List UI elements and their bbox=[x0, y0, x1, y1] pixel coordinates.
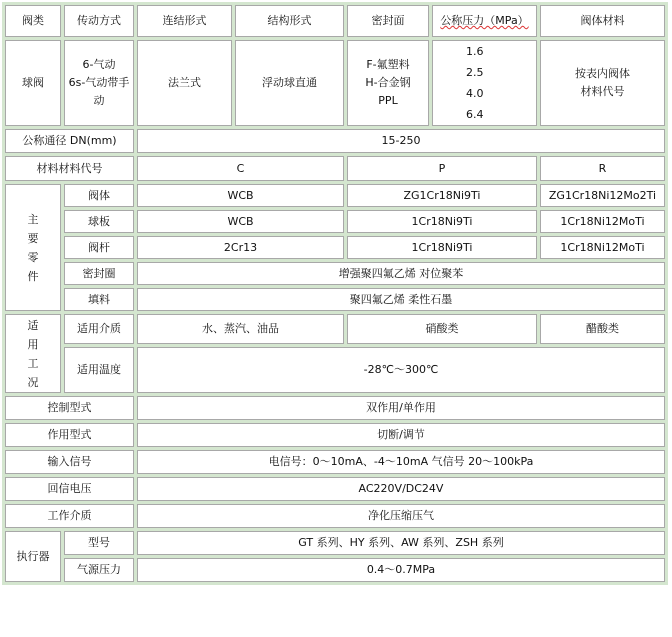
drive-cell bbox=[64, 40, 134, 126]
temperature-value: -28℃～300℃ bbox=[137, 347, 665, 393]
material-code-row bbox=[5, 156, 665, 181]
part-value-c: 2Cr13 bbox=[137, 236, 344, 259]
air-pressure-label: 气源压力 bbox=[64, 558, 134, 582]
air-pressure-value: 0.4～0.7MPa bbox=[137, 558, 665, 582]
part-name: 球板 bbox=[64, 210, 134, 233]
parts-row bbox=[5, 236, 665, 259]
part-value-p: ZG1Cr18Ni9Ti bbox=[347, 184, 537, 207]
control-type-label: 控制型式 bbox=[5, 396, 134, 420]
pressure-cell bbox=[432, 40, 537, 126]
part-value-all: 聚四氟乙烯 柔性石墨 bbox=[137, 288, 665, 311]
valve-spec-table bbox=[2, 2, 668, 585]
media-value-p: 硝酸类 bbox=[347, 314, 537, 344]
seal-line: PPL bbox=[378, 94, 398, 107]
seal-line: H-合金钢 bbox=[365, 76, 411, 89]
pressure-value: 2.5 bbox=[466, 66, 484, 79]
actuator-group: 执行器 bbox=[5, 531, 61, 582]
parts-row bbox=[5, 184, 665, 207]
actuator-model-value: GT 系列、HY 系列、AW 系列、ZSH 系列 bbox=[137, 531, 665, 555]
media-row bbox=[5, 314, 665, 344]
part-value-c: WCB bbox=[137, 210, 344, 233]
input-signal-label: 输入信号 bbox=[5, 450, 134, 474]
control-type-row bbox=[5, 396, 665, 420]
part-name: 填料 bbox=[64, 288, 134, 311]
media-label: 适用介质 bbox=[64, 314, 134, 344]
conditions-group-label: 适用工况 bbox=[27, 318, 39, 389]
feedback-voltage-value: AC220V/DC24V bbox=[137, 477, 665, 501]
model-row bbox=[5, 40, 665, 126]
part-value-p: 1Cr18Ni9Ti bbox=[347, 236, 537, 259]
part-value-c: WCB bbox=[137, 184, 344, 207]
header-body-material: 阀体材料 bbox=[540, 5, 665, 37]
main-parts-group bbox=[5, 184, 61, 311]
header-pressure-label: 公称压力（MPa） bbox=[440, 14, 529, 27]
header-seal: 密封面 bbox=[347, 5, 429, 37]
parts-row bbox=[5, 262, 665, 285]
part-name: 密封圈 bbox=[64, 262, 134, 285]
actuator-model-label: 型号 bbox=[64, 531, 134, 555]
header-connection: 连结形式 bbox=[137, 5, 232, 37]
body-material-cell bbox=[540, 40, 665, 126]
seal-line: F-氟塑料 bbox=[366, 58, 410, 71]
feedback-voltage-row bbox=[5, 477, 665, 501]
temperature-row bbox=[5, 347, 665, 393]
drive-line: 6-气动 bbox=[82, 58, 116, 71]
connection-cell: 法兰式 bbox=[137, 40, 232, 126]
action-type-value: 切断/调节 bbox=[137, 423, 665, 447]
header-drive: 传动方式 bbox=[64, 5, 134, 37]
nominal-dn-value: 15-250 bbox=[137, 129, 665, 153]
header-structure: 结构形式 bbox=[235, 5, 344, 37]
nominal-dn-row bbox=[5, 129, 665, 153]
parts-row bbox=[5, 288, 665, 311]
valve-type-cell: 球阀 bbox=[5, 40, 61, 126]
material-code-r: R bbox=[540, 156, 665, 181]
parts-row bbox=[5, 210, 665, 233]
header-valve-type: 阀类 bbox=[5, 5, 61, 37]
pressure-value: 6.4 bbox=[466, 108, 484, 121]
input-signal-value: 电信号：0～10mA、-4～10mA 气信号 20～100kPa bbox=[137, 450, 665, 474]
working-medium-value: 净化压缩压气 bbox=[137, 504, 665, 528]
material-code-p: P bbox=[347, 156, 537, 181]
action-type-label: 作用型式 bbox=[5, 423, 134, 447]
material-code-c: C bbox=[137, 156, 344, 181]
feedback-voltage-label: 回信电压 bbox=[5, 477, 134, 501]
drive-line: 动 bbox=[93, 94, 105, 107]
media-value-c: 水、蒸汽、油品 bbox=[137, 314, 344, 344]
input-signal-row bbox=[5, 450, 665, 474]
main-parts-group-label: 主要零件 bbox=[27, 212, 39, 283]
part-value-r: ZG1Cr18Ni12Mo2Ti bbox=[540, 184, 665, 207]
working-medium-label: 工作介质 bbox=[5, 504, 134, 528]
material-code-label: 材料材料代号 bbox=[5, 156, 134, 181]
pressure-value: 1.6 bbox=[466, 45, 484, 58]
part-value-r: 1Cr18Ni12MoTi bbox=[540, 210, 665, 233]
part-name: 阀体 bbox=[64, 184, 134, 207]
actuator-model-row bbox=[5, 531, 665, 555]
media-value-r: 醋酸类 bbox=[540, 314, 665, 344]
air-pressure-row bbox=[5, 558, 665, 582]
seal-cell bbox=[347, 40, 429, 126]
part-value-p: 1Cr18Ni9Ti bbox=[347, 210, 537, 233]
action-type-row bbox=[5, 423, 665, 447]
drive-line: 6s-气动带手 bbox=[68, 76, 130, 89]
header-row bbox=[5, 5, 665, 37]
nominal-dn-label: 公称通径 DN(mm) bbox=[5, 129, 134, 153]
body-material-line: 材料代号 bbox=[580, 85, 625, 98]
pressure-value: 4.0 bbox=[466, 87, 484, 100]
part-value-r: 1Cr18Ni12MoTi bbox=[540, 236, 665, 259]
header-pressure bbox=[432, 5, 537, 37]
temperature-label: 适用温度 bbox=[64, 347, 134, 393]
structure-cell: 浮动球直通 bbox=[235, 40, 344, 126]
body-material-line: 按表内阀体 bbox=[575, 67, 630, 80]
control-type-value: 双作用/单作用 bbox=[137, 396, 665, 420]
conditions-group bbox=[5, 314, 61, 393]
part-name: 阀杆 bbox=[64, 236, 134, 259]
part-value-all: 增强聚四氟乙烯 对位聚苯 bbox=[137, 262, 665, 285]
working-medium-row bbox=[5, 504, 665, 528]
